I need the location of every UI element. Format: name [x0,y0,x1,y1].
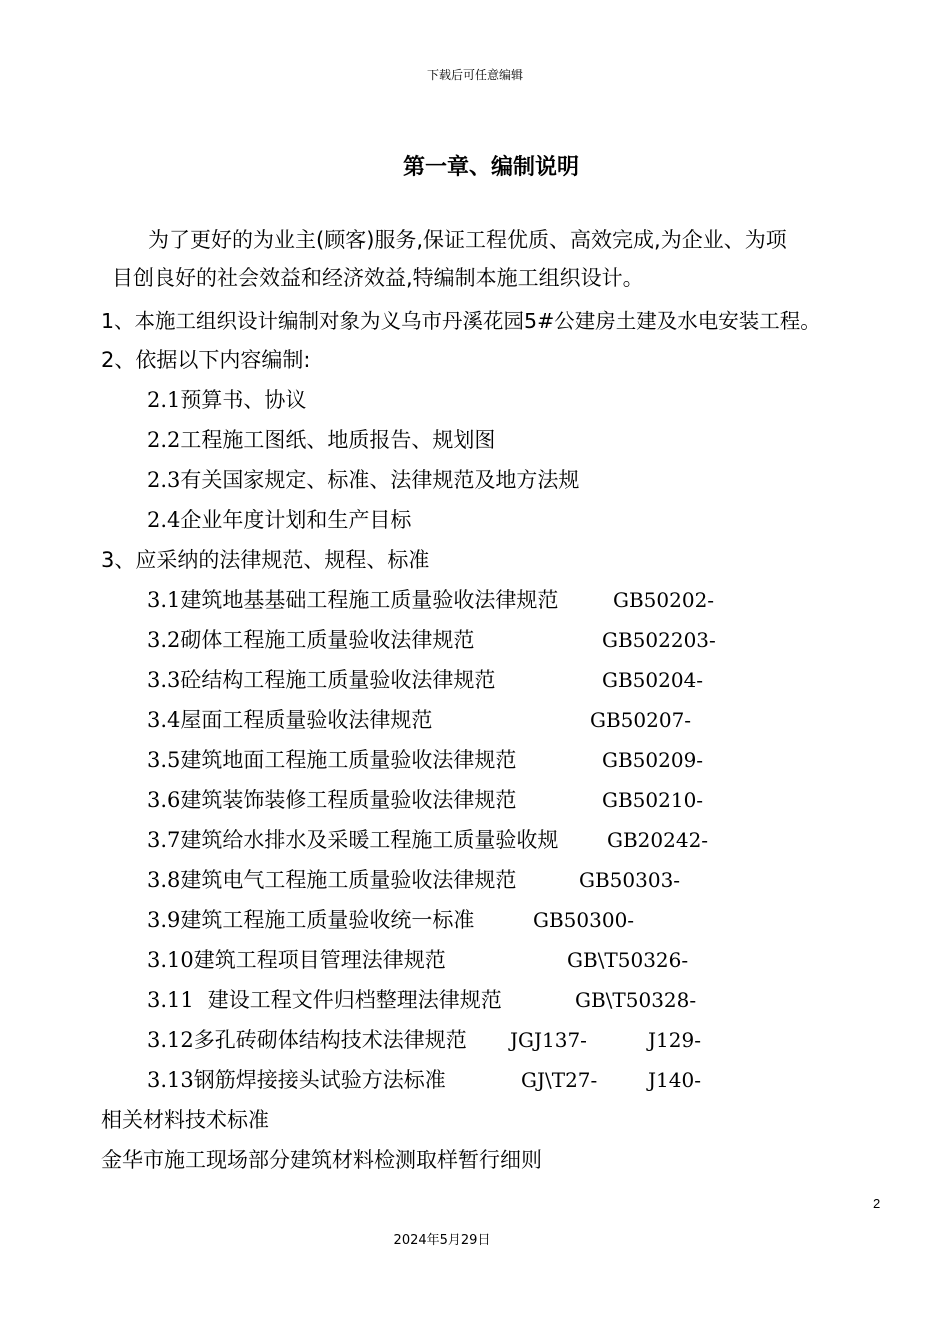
standard-row [147,826,558,854]
sub-number: 2.3 [147,468,181,492]
standard-number: 3.13 [147,1068,194,1092]
standard-row [147,586,558,614]
intro-line-1: 为了更好的为业主(顾客)服务,保证工程优质、高效完成,为企业、为项 [148,228,787,252]
standard-code: GB50209- [602,748,704,772]
standard-title: 建筑工程项目管理法律规范 [193,948,446,972]
extra-line-2: 金华市施工现场部分建筑材料检测取样暂行细则 [101,1148,542,1172]
standard-number: 3.7 [147,828,181,852]
standard-row [147,986,502,1014]
standard-code: GB50210- [602,788,704,812]
page-header: 下载后可任意编辑 [426,68,523,82]
standard-row [147,746,516,774]
standard-code-2: J140- [648,1068,701,1092]
item-1: 1、本施工组织设计编制对象为义乌市丹溪花园5#公建房土建及水电安装工程。 [101,309,821,333]
intro-line-2: 目创良好的社会效益和经济效益,特编制本施工组织设计。 [112,266,644,290]
standard-number: 3.5 [147,748,181,772]
standard-number: 3.11 [147,988,194,1012]
sub-text: 预算书、协议 [180,388,307,412]
standard-row [147,1066,446,1094]
standard-row [147,626,474,654]
standard-code: GB50207- [590,708,692,732]
item-2-sub [147,506,411,534]
standard-title: 建筑装饰装修工程质量验收法律规范 [180,788,517,812]
standard-number: 3.9 [147,908,181,932]
standard-code: GB50300- [533,908,635,932]
standard-title: 砼结构工程施工质量验收法律规范 [180,668,496,692]
sub-text: 有关国家规定、标准、法律规范及地方法规 [180,468,580,492]
item-2-sub [147,466,579,494]
extra-line-1: 相关材料技术标准 [101,1108,269,1132]
item-2-heading: 2、依据以下内容编制: [101,348,311,372]
page-number: 2 [873,1196,881,1211]
standard-number: 3.10 [147,948,194,972]
standard-title: 建设工程文件归档整理法律规范 [207,988,502,1012]
standard-row [147,906,474,934]
sub-number: 2.1 [147,388,181,412]
standard-number: 3.4 [147,708,181,732]
standard-row [147,1026,467,1054]
standard-number: 3.8 [147,868,181,892]
standard-code: GB50202- [613,588,715,612]
standard-code: GB\T50328- [575,988,697,1012]
standard-code-2: J129- [648,1028,701,1052]
standard-number: 3.2 [147,628,181,652]
standard-number: 3.3 [147,668,181,692]
sub-text: 工程施工图纸、地质报告、规划图 [180,428,496,452]
standard-row [147,946,446,974]
standard-code: GB20242- [607,828,709,852]
standard-code: GB50204- [602,668,704,692]
standard-number: 3.6 [147,788,181,812]
standard-row [147,706,432,734]
standard-code: GB50303- [579,868,681,892]
standard-row [147,866,516,894]
standard-title: 建筑给水排水及采暖工程施工质量验收规 [180,828,559,852]
standard-title: 建筑工程施工质量验收统一标准 [180,908,475,932]
item-3-heading: 3、应采纳的法律规范、规程、标准 [101,548,430,572]
standard-title: 钢筋焊接接头试验方法标准 [193,1068,446,1092]
standard-title: 砌体工程施工质量验收法律规范 [180,628,475,652]
sub-number: 2.2 [147,428,181,452]
item-2-sub [147,386,306,414]
footer-date: 2024年5月29日 [393,1233,491,1248]
standard-title: 屋面工程质量验收法律规范 [180,708,433,732]
standard-title: 多孔砖砌体结构技术法律规范 [193,1028,467,1052]
sub-number: 2.4 [147,508,181,532]
standard-row [147,786,516,814]
chapter-title: 第一章、编制说明 [402,155,579,180]
standard-number: 3.12 [147,1028,194,1052]
standard-title: 建筑地面工程施工质量验收法律规范 [180,748,517,772]
standard-row [147,666,495,694]
standard-code: GB\T50326- [567,948,689,972]
standard-title: 建筑电气工程施工质量验收法律规范 [180,868,517,892]
standard-code: JGJ137- [510,1028,587,1052]
standard-code: GJ\T27- [521,1068,598,1092]
item-2-sub [147,426,495,454]
sub-text: 企业年度计划和生产目标 [180,508,412,532]
standard-code: GB502203- [602,628,716,652]
standard-title: 建筑地基基础工程施工质量验收法律规范 [180,588,559,612]
standard-number: 3.1 [147,588,181,612]
